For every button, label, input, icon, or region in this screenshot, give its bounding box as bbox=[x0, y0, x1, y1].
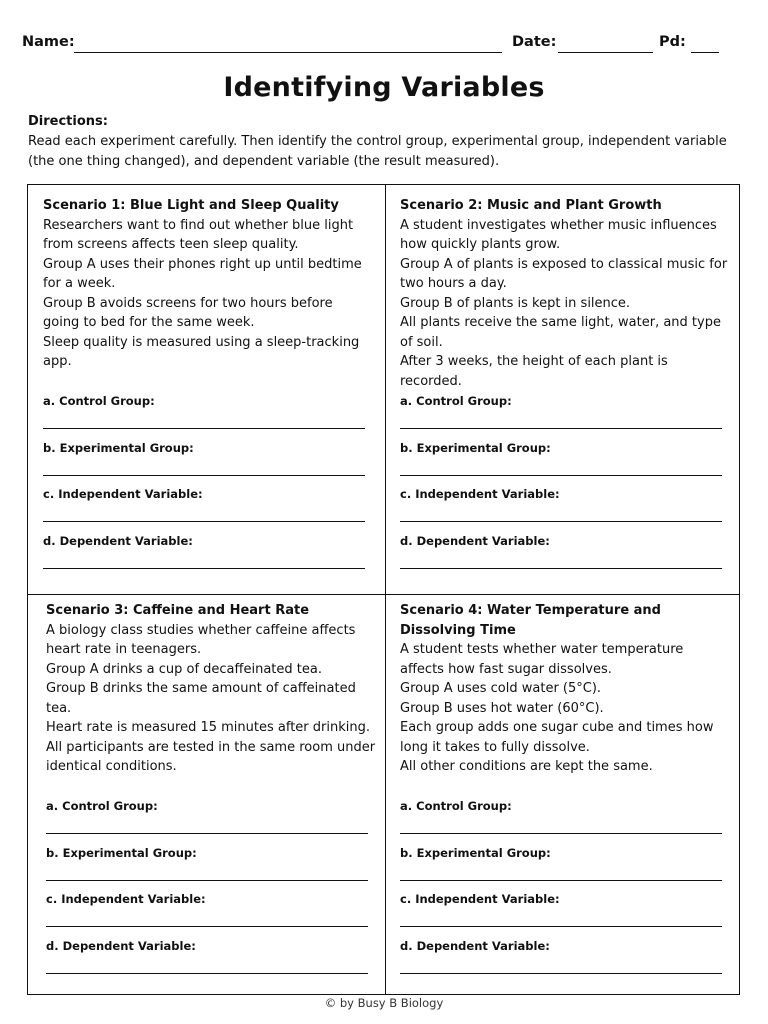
scenario-4-title: Scenario 4: Water Temperature and Dissolving Time bbox=[400, 603, 661, 638]
scenario-3-line: Heart rate is measured 15 minutes after drinking. bbox=[46, 720, 370, 735]
dependent-variable-label: d. Dependent Variable: bbox=[400, 939, 550, 953]
independent-variable-answer-line[interactable] bbox=[400, 521, 722, 522]
scenario-4-independent-question bbox=[400, 892, 722, 927]
scenario-1-description bbox=[43, 216, 373, 372]
scenario-4-line: Each group adds one sugar cube and times how long it takes to fully dissolve. bbox=[400, 720, 714, 755]
scenario-1-line: Group B avoids screens for two hours before going to bed for the same week. bbox=[43, 295, 333, 330]
scenario-3-line: Group A drinks a cup of decaffeinated tea. bbox=[46, 661, 322, 677]
scenario-3-title: Scenario 3: Caffeine and Heart Rate bbox=[46, 603, 310, 618]
scenario-1-line: Group A uses their phones right up until bedtime for a week. bbox=[43, 256, 362, 291]
scenario-4-control-question bbox=[400, 799, 722, 834]
dependent-variable-answer-line[interactable] bbox=[400, 568, 722, 569]
dependent-variable-label: d. Dependent Variable: bbox=[400, 534, 550, 548]
dependent-variable-answer-line[interactable] bbox=[46, 973, 368, 974]
scenario-2-control-question bbox=[400, 394, 722, 429]
scenario-3-experimental-question bbox=[46, 846, 368, 881]
independent-variable-label: c. Independent Variable: bbox=[400, 487, 560, 501]
experimental-group-answer-line[interactable] bbox=[43, 475, 365, 476]
scenario-2-independent-question bbox=[400, 487, 722, 522]
scenario-3-line: All participants are tested in the same room under identical conditions. bbox=[46, 739, 376, 774]
scenario-1-control-question bbox=[43, 394, 365, 429]
dependent-variable-label: d. Dependent Variable: bbox=[46, 939, 196, 953]
date-field[interactable] bbox=[558, 52, 653, 53]
experimental-group-label: b. Experimental Group: bbox=[46, 846, 197, 860]
scenario-4-line: A student tests whether water temperature affects how fast sugar dissolves. bbox=[400, 642, 684, 677]
experimental-group-answer-line[interactable] bbox=[400, 880, 722, 881]
scenario-2-line: After 3 weeks, the height of each plant is recorded. bbox=[400, 354, 668, 389]
control-group-answer-line[interactable] bbox=[400, 428, 722, 429]
grid-vertical-divider bbox=[385, 184, 386, 995]
page-title: Identifying Variables bbox=[223, 72, 545, 103]
control-group-label: a. Control Group: bbox=[43, 394, 155, 408]
scenario-2-line: A student investigates whether music influences how quickly plants grow. bbox=[400, 217, 717, 252]
control-group-label: a. Control Group: bbox=[46, 799, 158, 813]
independent-variable-answer-line[interactable] bbox=[400, 926, 722, 927]
scenario-3-description bbox=[46, 621, 376, 777]
control-group-label: a. Control Group: bbox=[400, 799, 512, 813]
independent-variable-label: c. Independent Variable: bbox=[43, 487, 203, 501]
scenario-3-line: Group B drinks the same amount of caffeinated tea. bbox=[46, 681, 356, 716]
period-field[interactable] bbox=[691, 52, 719, 53]
scenario-1-experimental-question bbox=[43, 441, 365, 476]
control-group-answer-line[interactable] bbox=[46, 833, 368, 834]
scenario-2-description bbox=[400, 216, 730, 392]
name-label: Name: bbox=[22, 34, 75, 50]
scenario-2-experimental-question bbox=[400, 441, 722, 476]
scenario-3-line: A biology class studies whether caffeine affects heart rate in teenagers. bbox=[46, 622, 356, 657]
scenario-2-title: Scenario 2: Music and Plant Growth bbox=[400, 198, 662, 213]
scenario-4-line: Group B uses hot water (60°C). bbox=[400, 700, 604, 716]
directions-label: Directions: bbox=[28, 114, 108, 129]
experimental-group-label: b. Experimental Group: bbox=[400, 441, 551, 455]
independent-variable-answer-line[interactable] bbox=[46, 926, 368, 927]
experimental-group-answer-line[interactable] bbox=[400, 475, 722, 476]
independent-variable-answer-line[interactable] bbox=[43, 521, 365, 522]
directions-text: Read each experiment carefully. Then identify the control group, experimental group, independent variable (the one thing changed), and dependent variable (the result measured). bbox=[28, 134, 727, 169]
name-field[interactable] bbox=[74, 52, 502, 53]
scenario-2-line: Group A of plants is exposed to classical music for two hours a day. bbox=[400, 256, 728, 291]
scenario-2-line: All plants receive the same light, water, and type of soil. bbox=[400, 315, 721, 350]
scenario-3-control-question bbox=[46, 799, 368, 834]
dependent-variable-answer-line[interactable] bbox=[400, 973, 722, 974]
scenario-1-card bbox=[43, 196, 373, 548]
independent-variable-label: c. Independent Variable: bbox=[400, 892, 560, 906]
control-group-answer-line[interactable] bbox=[43, 428, 365, 429]
control-group-answer-line[interactable] bbox=[400, 833, 722, 834]
scenario-4-experimental-question bbox=[400, 846, 722, 881]
scenario-2-line: Group B of plants is kept in silence. bbox=[400, 295, 631, 311]
experimental-group-label: b. Experimental Group: bbox=[43, 441, 194, 455]
scenario-4-dependent-question bbox=[400, 939, 722, 974]
control-group-label: a. Control Group: bbox=[400, 394, 512, 408]
date-label: Date: bbox=[512, 34, 557, 50]
scenario-3-dependent-question bbox=[46, 939, 368, 974]
scenario-1-title: Scenario 1: Blue Light and Sleep Quality bbox=[43, 198, 339, 213]
scenario-1-independent-question bbox=[43, 487, 365, 522]
scenario-1-line: Sleep quality is measured using a sleep-tracking app. bbox=[43, 334, 360, 369]
scenario-3-independent-question bbox=[46, 892, 368, 927]
dependent-variable-label: d. Dependent Variable: bbox=[43, 534, 193, 548]
period-label: Pd: bbox=[659, 34, 686, 50]
experimental-group-label: b. Experimental Group: bbox=[400, 846, 551, 860]
scenario-4-description bbox=[400, 640, 730, 777]
experimental-group-answer-line[interactable] bbox=[46, 880, 368, 881]
independent-variable-label: c. Independent Variable: bbox=[46, 892, 206, 906]
copyright-footer: © by Busy B Biology bbox=[324, 996, 444, 1010]
scenario-2-dependent-question bbox=[400, 534, 722, 569]
scenario-4-line: Group A uses cold water (5°C). bbox=[400, 681, 602, 696]
scenario-2-card bbox=[400, 196, 730, 548]
scenario-1-line: Researchers want to find out whether blue light from screens affects teen sleep quality. bbox=[43, 217, 354, 252]
scenario-1-dependent-question bbox=[43, 534, 365, 569]
grid-horizontal-divider bbox=[27, 594, 740, 595]
dependent-variable-answer-line[interactable] bbox=[43, 568, 365, 569]
scenario-4-card bbox=[400, 601, 730, 953]
student-info-header bbox=[22, 34, 722, 56]
scenario-3-card bbox=[46, 601, 376, 953]
scenario-4-line: All other conditions are kept the same. bbox=[400, 759, 653, 774]
